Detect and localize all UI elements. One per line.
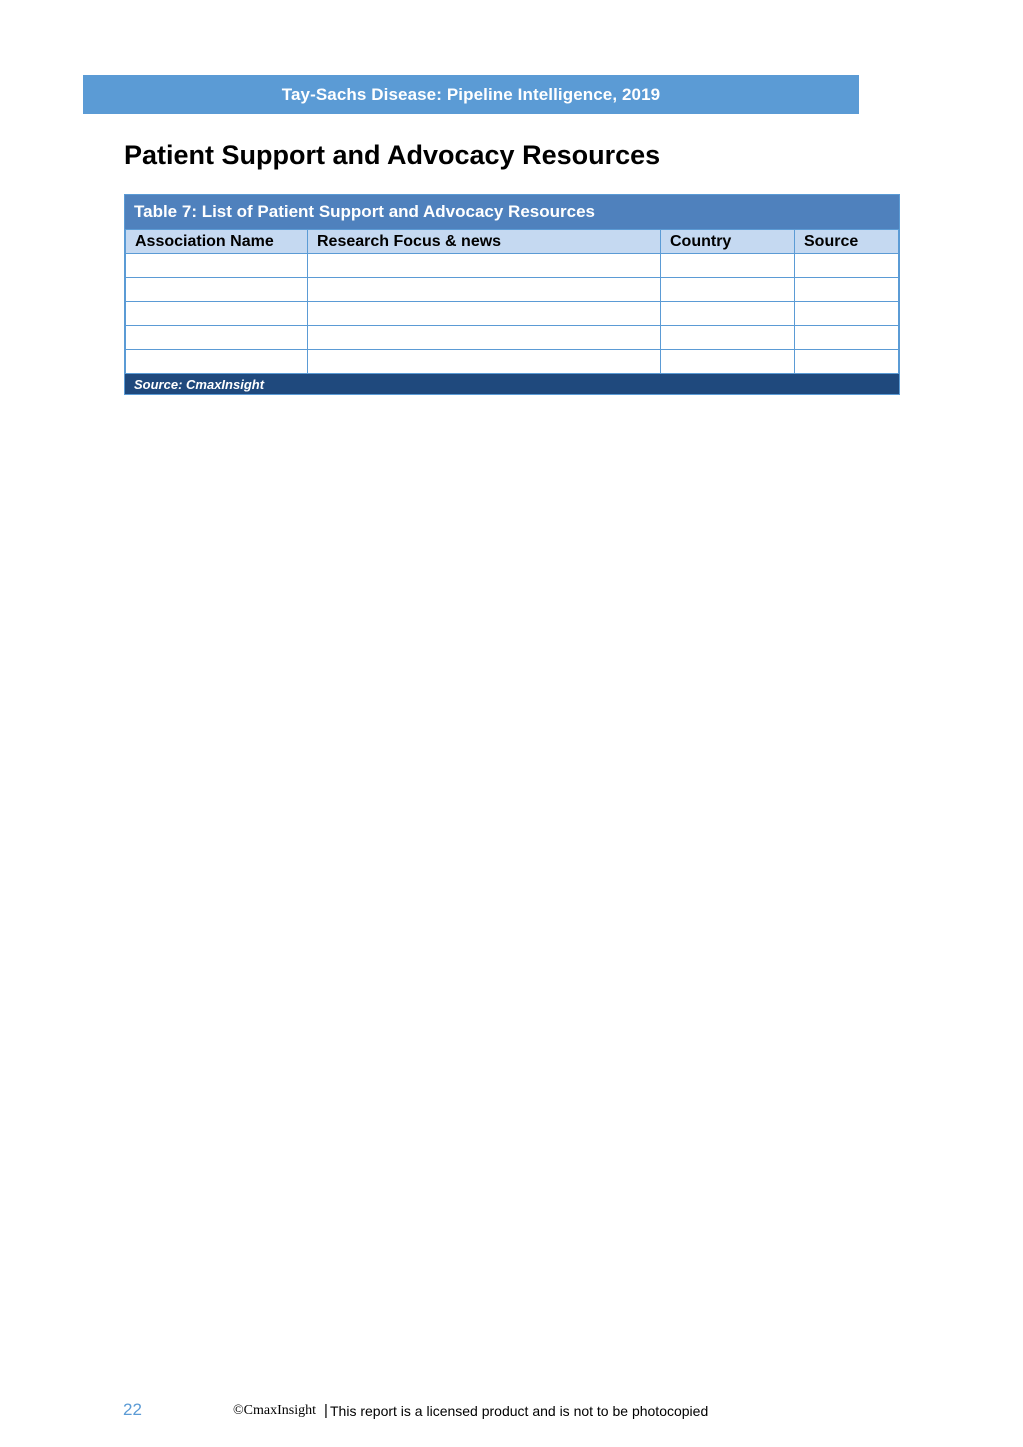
table-row [126,350,899,374]
table-cell [661,254,795,278]
column-header-source: Source [795,230,899,254]
resources-grid [125,229,899,374]
table-cell [126,302,308,326]
table-row [126,302,899,326]
table-cell [126,326,308,350]
table-cell [126,278,308,302]
column-header-association-name: Association Name [126,230,308,254]
page-title: Patient Support and Advocacy Resources [124,140,661,170]
page-footer [0,1398,1023,1422]
table-cell [795,350,899,374]
copyright-notice: ©CmaxInsight [233,1403,316,1418]
table-cell [795,278,899,302]
report-banner [83,75,859,114]
table-cell [308,302,661,326]
table-row [126,254,899,278]
table-cell [308,278,661,302]
footer-separator: | [324,1402,328,1419]
table-caption: Table 7: List of Patient Support and Advocacy Resources [125,195,899,229]
page-number: 22 [123,1400,142,1419]
table-cell [661,302,795,326]
table-header-row [126,230,899,254]
table-cell [308,254,661,278]
table-row [126,278,899,302]
table-cell [795,254,899,278]
banner-text: Tay-Sachs Disease: Pipeline Intelligence, 2019 [281,84,661,104]
table-cell [126,350,308,374]
table-cell [126,254,308,278]
column-header-country: Country [661,230,795,254]
column-header-research-focus: Research Focus & news [308,230,661,254]
table-cell [661,326,795,350]
table-source-note: Source: CmaxInsight [125,374,899,394]
resources-table [124,194,900,395]
table-cell [661,278,795,302]
table-cell [308,326,661,350]
table-cell [795,326,899,350]
table-row [126,326,899,350]
table-cell [795,302,899,326]
license-notice: This report is a licensed product and is not to be photocopied [330,1403,709,1419]
table-cell [308,350,661,374]
table-cell [661,350,795,374]
